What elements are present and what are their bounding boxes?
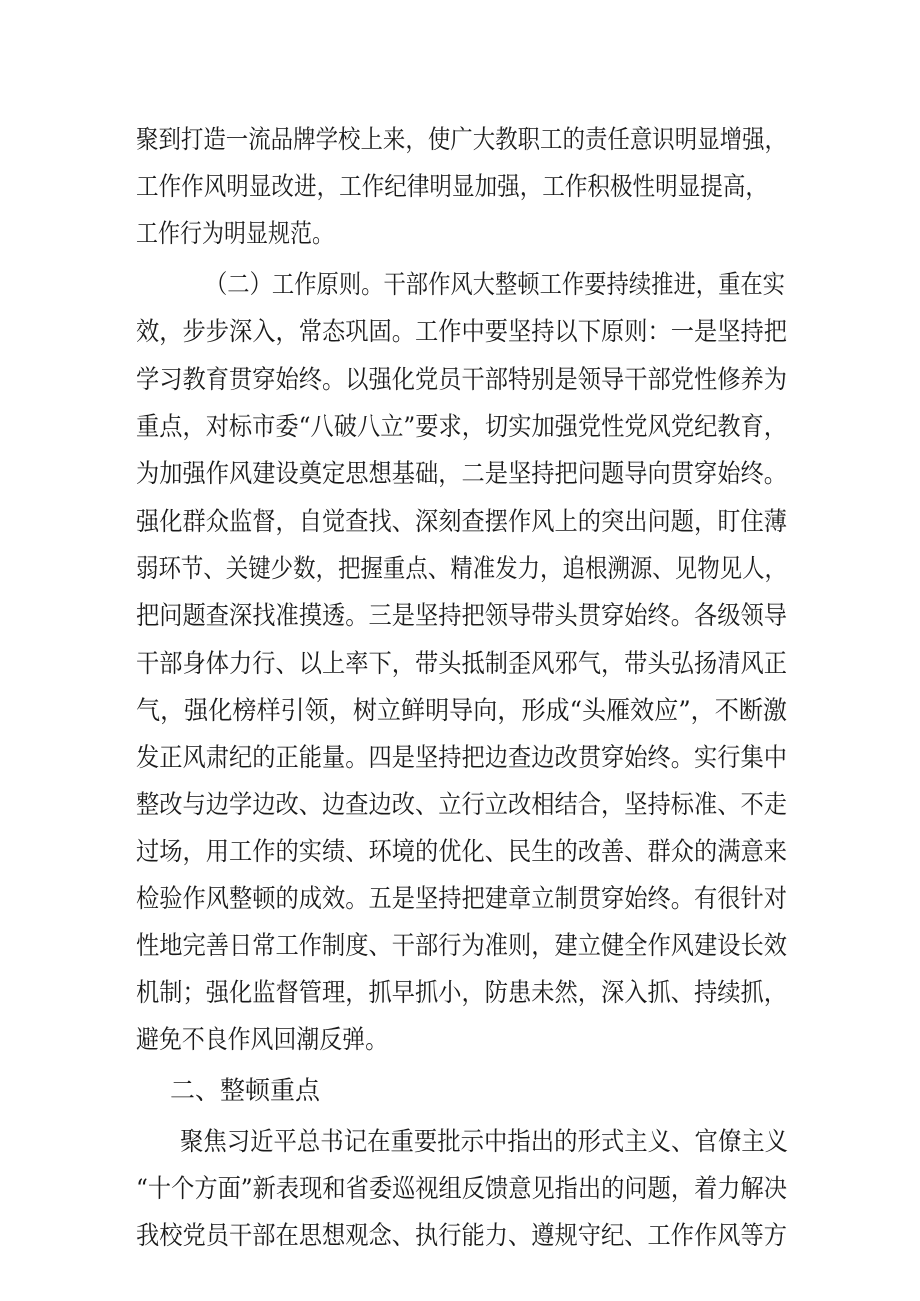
text-line-10: 弱环节、关键少数，把握重点、精准发力，追根溯源、见物见人， bbox=[136, 554, 787, 584]
text-line-13: 气，强化榜样引领，树立鲜明导向，形成“头雁效应”，不断激 bbox=[136, 696, 787, 726]
text-line-7: 重点，对标市委“八破八立”要求，切实加强党性党风党纪教育， bbox=[136, 412, 787, 442]
text-line-18: 性地完善日常工作制度、干部行为准则，建立健全作风建设长效 bbox=[136, 931, 787, 961]
text-line-19: 机制；强化监督管理，抓早抓小，防患未然，深入抓、持续抓， bbox=[136, 978, 787, 1008]
text-line-12: 干部身体力行、以上率下，带头抵制歪风邪气，带头弘扬清风正 bbox=[136, 649, 787, 679]
text-line-2: 工作作风明显改进，工作纪律明显加强，工作积极性明显提高， bbox=[136, 172, 768, 202]
text-line-8: 为加强作风建设奠定思想基础，二是坚持把问题导向贯穿始终。 bbox=[136, 459, 787, 489]
text-line-3: 工作行为明显规范。 bbox=[136, 219, 334, 249]
text-line-22: 聚焦习近平总书记在重要批示中指出的形式主义、官僚主义 bbox=[180, 1127, 788, 1157]
text-line-9: 强化群众监督，自觉查找、深刻查摆作风上的突出问题，盯住薄 bbox=[136, 507, 787, 537]
text-line-5: 效，步步深入，常态巩固。工作中要坚持以下原则：一是坚持把 bbox=[136, 317, 787, 347]
text-line-4: （二）工作原则。干部作风大整顿工作要持续推进，重在实 bbox=[205, 270, 785, 300]
text-line-14: 发正风肃纪的正能量。四是坚持把边查边改贯穿始终。实行集中 bbox=[136, 743, 787, 773]
text-line-17: 检验作风整顿的成效。五是坚持把建章立制贯穿始终。有很针对 bbox=[136, 884, 787, 914]
text-line-11: 把问题查深找准摸透。三是坚持把领导带头贯穿始终。各级领导 bbox=[136, 601, 787, 631]
section-heading: 二、整顿重点 bbox=[170, 1076, 320, 1106]
text-line-15: 整改与边学边改、边查边改、立行立改相结合，坚持标准、不走 bbox=[136, 790, 787, 820]
text-line-24: 我校党员干部在思想观念、执行能力、遵规守纪、工作作风等方 bbox=[136, 1221, 787, 1251]
text-line-23: “十个方面”新表现和省委巡视组反馈意见指出的问题，着力解决 bbox=[136, 1174, 787, 1204]
text-line-16: 过场，用工作的实绩、环境的优化、民生的改善、群众的满意来 bbox=[136, 837, 787, 867]
text-line-20: 避免不良作风回潮反弹。 bbox=[136, 1025, 388, 1055]
text-line-1: 聚到打造一流品牌学校上来，使广大教职工的责任意识明显增强， bbox=[136, 125, 787, 155]
text-line-6: 学习教育贯穿始终。以强化党员干部特别是领导干部党性修养为 bbox=[136, 365, 787, 395]
